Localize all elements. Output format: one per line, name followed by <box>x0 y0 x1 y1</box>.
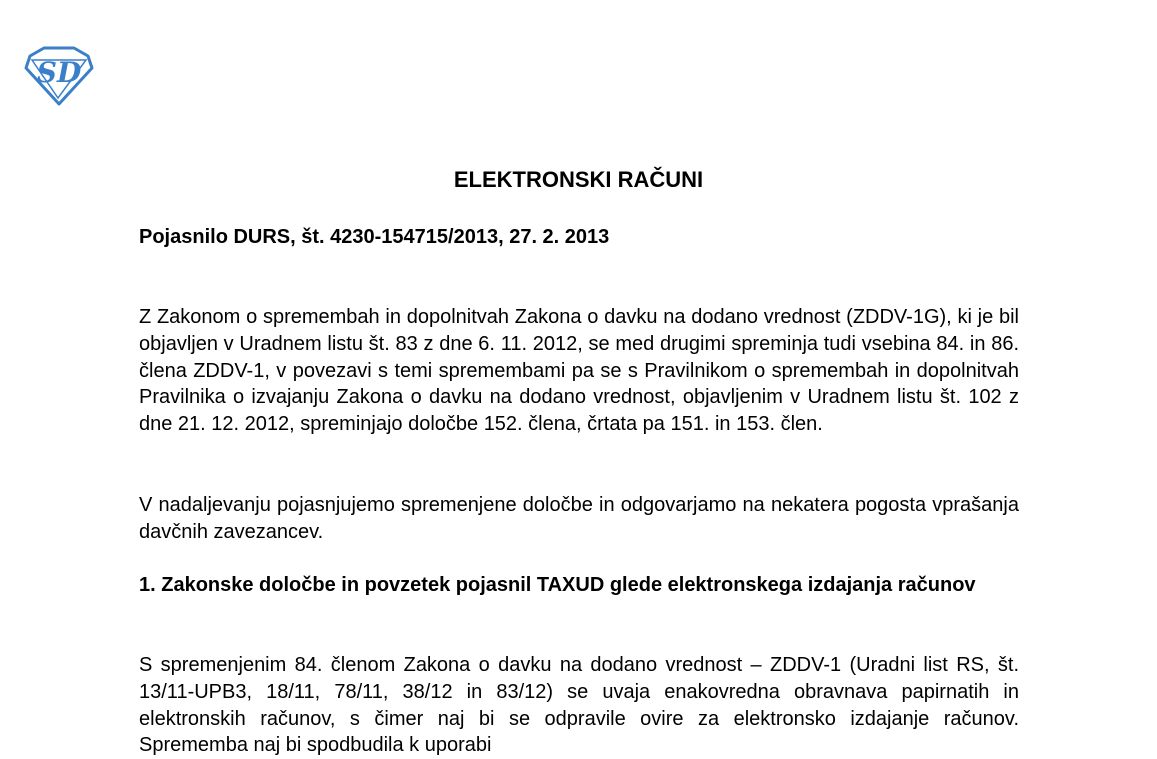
overview-paragraph: V nadaljevanju pojasnjujemo spremenjene določbe in odgovarjamo na nekatera pogosta vprašanja davčnih zavezancev. <box>139 494 1019 543</box>
section-heading: 1. Zakonske določbe in povzetek pojasnil TAXUD glede elektronskega izdajanja računov <box>139 574 976 596</box>
logo-text: SD <box>36 56 82 89</box>
section-paragraph: S spremenjenim 84. členom Zakona o davku na dodano vrednost – ZDDV-1 (Uradni list RS, št. 13/11-UPB3, 18/11, 78/11, 38/12 in 83/12) se uvaja enakovredna obravnava papirnatih in elektronskih računov, s čimer naj bi se odpravile ovire za elektronsko izdajanje računov. Sprememba naj bi spodbudila k uporabi <box>139 654 1019 757</box>
sd-logo-icon <box>22 46 96 106</box>
intro-paragraph: Z Zakonom o spremembah in dopolnitvah Zakona o davku na dodano vrednost (ZDDV-1G), ki je bil objavljen v Uradnem listu št. 83 z dne 6. 11. 2012, se med drugimi spreminja tudi vsebina 84. in 86. člena ZDDV-1, v povezavi s temi spremembami pa se s Pravilnikom o spremembah in dopolnitvah Pravilnika o izvajanju Zakona o davku na dodano vrednost, objavljenim v Uradnem listu št. 102 z dne 21. 12. 2012, spreminjajo določbe 152. člena, črtata pa 151. in 153. člen. <box>139 306 1019 436</box>
page-title: ELEKTRONSKI RAČUNI <box>453 167 704 192</box>
document-subtitle: Pojasnilo DURS, št. 4230-154715/2013, 27. 2. 2013 <box>139 226 610 248</box>
